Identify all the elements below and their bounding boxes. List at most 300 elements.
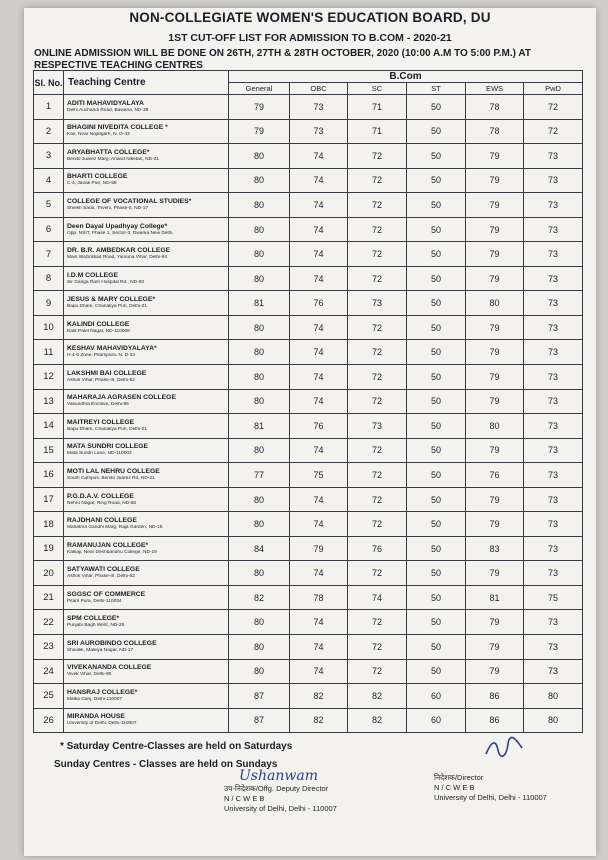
cutoff-st-cell: 50 <box>407 144 466 169</box>
cutoff-pwd-cell: 73 <box>524 365 583 390</box>
deputy-director-designation <box>224 784 337 814</box>
cutoff-pwd-cell: 73 <box>524 217 583 242</box>
cutoff-st-cell: 50 <box>407 487 466 512</box>
centre-address: Opp. NSIT, Phase 1, Sector-3, Dwarka New Delhi, <box>67 230 174 236</box>
sl-no-cell: 11 <box>34 340 64 365</box>
cutoff-pwd-cell: 73 <box>524 438 583 463</box>
centre-name: RAMANUJAN COLLEGE* <box>67 541 149 549</box>
teaching-centre-cell <box>64 438 229 463</box>
cutoff-sc-cell: 72 <box>348 217 407 242</box>
cutoff-sc-cell: 72 <box>348 610 407 635</box>
centre-name: DR. B.R. AMBEDKAR COLLEGE <box>67 247 171 255</box>
cutoff-ews-cell: 79 <box>466 144 524 169</box>
cutoff-general-cell: 87 <box>229 684 290 709</box>
cutoff-obc-cell: 74 <box>290 389 348 414</box>
cutoff-pwd-cell: 73 <box>524 315 583 340</box>
centre-name: KALINDI COLLEGE <box>67 320 130 328</box>
cutoff-st-cell: 50 <box>407 168 466 193</box>
sl-no-cell: 7 <box>34 242 64 267</box>
centre-address: Bapu Dham, Chanakya Puri, Delhi-21 <box>67 304 147 310</box>
cutoff-general-cell: 80 <box>229 561 290 586</box>
cutoff-obc-cell: 78 <box>290 585 348 610</box>
table-row <box>34 168 583 193</box>
table-row <box>34 242 583 267</box>
cutoff-pwd-cell: 73 <box>524 463 583 488</box>
cutoff-obc-cell: 74 <box>290 340 348 365</box>
cutoff-st-cell: 50 <box>407 536 466 561</box>
cutoff-sc-cell: 72 <box>348 512 407 537</box>
centre-address: Mahatma Gandhi Marg, Raja Garden, ND-15 <box>67 525 163 531</box>
teaching-centre-cell <box>64 389 229 414</box>
centre-name: P.G.D.A.V. COLLEGE <box>67 492 134 500</box>
teaching-centre-cell <box>64 536 229 561</box>
centre-address: Vasundhra Enclave, Delhi-96 <box>67 402 129 408</box>
cutoff-general-cell: 80 <box>229 340 290 365</box>
cutoff-general-cell: 80 <box>229 266 290 291</box>
cutoff-sc-cell: 72 <box>348 365 407 390</box>
table-row <box>34 217 583 242</box>
cutoff-st-cell: 50 <box>407 365 466 390</box>
centre-address: Nehru Nagar, Ring Road, ND-65 <box>67 500 137 506</box>
cutoff-obc-cell: 73 <box>290 119 348 144</box>
cutoff-ews-cell: 80 <box>466 291 524 316</box>
centre-name: VIVEKANANDA COLLEGE <box>67 664 152 672</box>
sl-no-cell: 2 <box>34 119 64 144</box>
cutoff-sc-cell: 72 <box>348 315 407 340</box>
table-row <box>34 340 583 365</box>
centre-name: SPM COLLEGE* <box>67 615 120 623</box>
centre-address: Kair, Near Najafgarh, N. D-43 <box>67 132 130 138</box>
sl-no-cell: 24 <box>34 659 64 684</box>
centre-name: MAHARAJA AGRASEN COLLEGE <box>67 394 177 402</box>
cutoff-ews-cell: 79 <box>466 487 524 512</box>
cutoff-general-cell: 82 <box>229 585 290 610</box>
teaching-centre-cell <box>64 291 229 316</box>
cutoff-ews-cell: 81 <box>466 585 524 610</box>
table-row <box>34 561 583 586</box>
teaching-centre-cell <box>64 217 229 242</box>
cutoff-ews-cell: 83 <box>466 536 524 561</box>
cutoff-pwd-cell: 73 <box>524 561 583 586</box>
cutoff-sc-cell: 72 <box>348 242 407 267</box>
sl-no-cell: 26 <box>34 708 64 733</box>
cutoff-ews-cell: 79 <box>466 635 524 660</box>
teaching-centre-cell <box>64 168 229 193</box>
saturday-note: * Saturday Centre-Classes are held on Saturdays <box>60 741 293 752</box>
cutoff-sc-cell: 71 <box>348 119 407 144</box>
cutoff-pwd-cell: 73 <box>524 168 583 193</box>
category-header-sc: SC <box>348 83 407 95</box>
table-row <box>34 95 583 120</box>
cutoff-pwd-cell: 80 <box>524 708 583 733</box>
table-row <box>34 512 583 537</box>
sl-no-cell: 25 <box>34 684 64 709</box>
sl-no-cell: 21 <box>34 585 64 610</box>
cutoff-general-cell: 80 <box>229 193 290 218</box>
cutoff-obc-cell: 74 <box>290 242 348 267</box>
teaching-centre-cell <box>64 708 229 733</box>
cutoff-ews-cell: 86 <box>466 684 524 709</box>
cutoff-general-cell: 87 <box>229 708 290 733</box>
deputy-director-university: University of Delhi, Delhi - 110007 <box>224 804 337 813</box>
cutoff-pwd-cell: 72 <box>524 95 583 120</box>
sl-no-cell: 13 <box>34 389 64 414</box>
teaching-centre-cell <box>64 561 229 586</box>
cutoff-st-cell: 50 <box>407 585 466 610</box>
cutoff-obc-cell: 74 <box>290 193 348 218</box>
centre-name: BHARTI COLLEGE <box>67 173 128 181</box>
cutoff-general-cell: 80 <box>229 144 290 169</box>
centre-name: COLLEGE OF VOCATIONAL STUDIES* <box>67 197 192 205</box>
cutoff-pwd-cell: 73 <box>524 659 583 684</box>
cutoff-general-cell: 80 <box>229 659 290 684</box>
cutoff-general-cell: 84 <box>229 536 290 561</box>
deputy-director-org: N / C W E B <box>224 794 265 803</box>
cutoff-st-cell: 50 <box>407 340 466 365</box>
sl-no-cell: 1 <box>34 95 64 120</box>
table-row <box>34 144 583 169</box>
cutoff-general-cell: 81 <box>229 291 290 316</box>
centre-name: KESHAV MAHAVIDYALAYA* <box>67 345 157 353</box>
centre-address: Ashok Vihar, Phase-III, Delhi-52 <box>67 574 135 580</box>
cutoff-table <box>33 70 583 733</box>
centre-address: South Campus, Benito Juarez Rd, ND-21 <box>67 475 155 481</box>
cutoff-general-cell: 80 <box>229 315 290 340</box>
centre-address: H-4-5 Zone, Pitampura, N. D-34 <box>67 353 135 359</box>
centre-name: MOTI LAL NEHRU COLLEGE <box>67 467 160 475</box>
cutoff-sc-cell: 72 <box>348 193 407 218</box>
cutoff-st-cell: 60 <box>407 684 466 709</box>
cutoff-sc-cell: 71 <box>348 95 407 120</box>
cutoff-obc-cell: 76 <box>290 291 348 316</box>
cutoff-st-cell: 50 <box>407 438 466 463</box>
teaching-centre-header: Teaching Centre <box>64 71 229 95</box>
cutoff-st-cell: 50 <box>407 266 466 291</box>
cutoff-general-cell: 80 <box>229 168 290 193</box>
cutoff-pwd-cell: 73 <box>524 536 583 561</box>
cutoff-pwd-cell: 73 <box>524 291 583 316</box>
sunday-note: Sunday Centres - Classes are held on Sundays <box>54 759 278 770</box>
cutoff-ews-cell: 79 <box>466 610 524 635</box>
sl-no-cell: 18 <box>34 512 64 537</box>
sl-no-cell: 17 <box>34 487 64 512</box>
teaching-centre-cell <box>64 610 229 635</box>
centre-address: Bapu Dham, Chanakya Puri, Delhi-21 <box>67 426 147 432</box>
cutoff-general-cell: 80 <box>229 365 290 390</box>
director-university: University of Delhi, Delhi - 110007 <box>434 793 547 802</box>
cutoff-ews-cell: 79 <box>466 266 524 291</box>
cutoff-general-cell: 80 <box>229 512 290 537</box>
sl-no-cell: 22 <box>34 610 64 635</box>
cutoff-general-cell: 81 <box>229 414 290 439</box>
centre-name: HANSRAJ COLLEGE* <box>67 688 138 696</box>
centre-address: Kalkaji, Near Deshbandhu College, ND-19 <box>67 549 157 555</box>
cutoff-ews-cell: 78 <box>466 95 524 120</box>
cutoff-pwd-cell: 73 <box>524 266 583 291</box>
cutoff-general-cell: 80 <box>229 242 290 267</box>
cutoff-ews-cell: 79 <box>466 315 524 340</box>
cutoff-pwd-cell: 72 <box>524 119 583 144</box>
cutoff-general-cell: 80 <box>229 635 290 660</box>
cutoff-sc-cell: 72 <box>348 438 407 463</box>
centre-name: Deen Dayal Upadhyay College* <box>67 222 168 230</box>
cutoff-sc-cell: 72 <box>348 144 407 169</box>
table-row <box>34 635 583 660</box>
cutoff-st-cell: 50 <box>407 512 466 537</box>
cutoff-obc-cell: 82 <box>290 708 348 733</box>
cutoff-obc-cell: 74 <box>290 659 348 684</box>
cutoff-ews-cell: 79 <box>466 512 524 537</box>
deputy-director-title: उप-निदेशक/Offg. Deputy Director <box>224 784 329 793</box>
cutoff-st-cell: 50 <box>407 242 466 267</box>
centre-name: LAKSHMI BAI COLLEGE <box>67 369 147 377</box>
category-header-ews: EWS <box>466 83 524 95</box>
table-row <box>34 684 583 709</box>
cutoff-document <box>24 8 596 856</box>
deputy-director-signature: Ushanwam <box>239 768 318 784</box>
cutoff-ews-cell: 79 <box>466 217 524 242</box>
table-row <box>34 463 583 488</box>
cutoff-general-cell: 80 <box>229 389 290 414</box>
cutoff-st-cell: 50 <box>407 315 466 340</box>
sl-no-cell: 12 <box>34 365 64 390</box>
cutoff-obc-cell: 79 <box>290 536 348 561</box>
cutoff-st-cell: 60 <box>407 708 466 733</box>
cutoff-pwd-cell: 73 <box>524 193 583 218</box>
sl-no-cell: 14 <box>34 414 64 439</box>
cutoff-ews-cell: 79 <box>466 193 524 218</box>
centre-address: Ashok Vihar, Phase-III, Delhi-52 <box>67 377 135 383</box>
cutoff-ews-cell: 79 <box>466 365 524 390</box>
cutoff-obc-cell: 75 <box>290 463 348 488</box>
cutoff-obc-cell: 74 <box>290 438 348 463</box>
cutoff-st-cell: 50 <box>407 119 466 144</box>
cutoff-ews-cell: 79 <box>466 438 524 463</box>
centre-name: SRI AUROBINDO COLLEGE <box>67 639 157 647</box>
cutoff-sc-cell: 72 <box>348 168 407 193</box>
cutoff-pwd-cell: 73 <box>524 340 583 365</box>
table-row <box>34 389 583 414</box>
sl-no-cell: 9 <box>34 291 64 316</box>
centre-name: MAITREYI COLLEGE <box>67 418 135 426</box>
cutoff-pwd-cell: 73 <box>524 414 583 439</box>
table-row <box>34 536 583 561</box>
teaching-centre-cell <box>64 585 229 610</box>
cutoff-st-cell: 50 <box>407 95 466 120</box>
centre-address: Main Wazirabad Road, Yamuna Vihar, Delhi-94 <box>67 255 168 261</box>
bcom-header: B.Com <box>229 71 583 83</box>
teaching-centre-cell <box>64 119 229 144</box>
centre-address: Punjabi Bagh West, ND-26 <box>67 623 125 629</box>
centre-name: BHAGINI NIVEDITA COLLEGE * <box>67 124 168 132</box>
centre-address: Sheikh Sarai, Triveni, Phase-II, ND-17 <box>67 205 149 211</box>
teaching-centre-cell <box>64 242 229 267</box>
cutoff-pwd-cell: 73 <box>524 389 583 414</box>
cutoff-sc-cell: 72 <box>348 463 407 488</box>
teaching-centre-cell <box>64 487 229 512</box>
category-header-obc: OBC <box>290 83 348 95</box>
teaching-centre-cell <box>64 266 229 291</box>
teaching-centre-cell <box>64 193 229 218</box>
document-subtitle: 1ST CUT-OFF LIST FOR ADMISSION TO B.COM - 2020-21 <box>168 32 452 44</box>
centre-address: Mata Sundri Lane, ND-110002 <box>67 451 132 457</box>
table-row <box>34 659 583 684</box>
cutoff-st-cell: 50 <box>407 414 466 439</box>
cutoff-st-cell: 50 <box>407 389 466 414</box>
cutoff-sc-cell: 72 <box>348 561 407 586</box>
teaching-centre-cell <box>64 315 229 340</box>
cutoff-obc-cell: 82 <box>290 684 348 709</box>
centre-name: JESUS & MARY COLLEGE* <box>67 296 155 304</box>
cutoff-general-cell: 77 <box>229 463 290 488</box>
teaching-centre-cell <box>64 340 229 365</box>
cutoff-obc-cell: 74 <box>290 512 348 537</box>
cutoff-obc-cell: 74 <box>290 168 348 193</box>
cutoff-st-cell: 50 <box>407 659 466 684</box>
centre-address: East Patel Nagar, ND-110008 <box>67 328 130 334</box>
cutoff-st-cell: 50 <box>407 561 466 586</box>
centre-address: Shivalik, Malviya Nagar, ND-17 <box>67 647 134 653</box>
table-row <box>34 708 583 733</box>
cutoff-table-body <box>34 95 583 733</box>
cutoff-pwd-cell: 73 <box>524 610 583 635</box>
cutoff-pwd-cell: 75 <box>524 585 583 610</box>
cutoff-sc-cell: 72 <box>348 389 407 414</box>
centre-address: Malka Ganj, Delhi-110007 <box>67 696 123 702</box>
cutoff-general-cell: 80 <box>229 487 290 512</box>
cutoff-ews-cell: 79 <box>466 340 524 365</box>
teaching-centre-cell <box>64 95 229 120</box>
sl-no-cell: 5 <box>34 193 64 218</box>
cutoff-st-cell: 50 <box>407 193 466 218</box>
sl-no-cell: 8 <box>34 266 64 291</box>
document-title: NON-COLLEGIATE WOMEN'S EDUCATION BOARD, DU <box>129 10 491 25</box>
table-row <box>34 193 583 218</box>
sl-no-cell: 3 <box>34 144 64 169</box>
centre-name: SGGSC OF COMMERCE <box>67 590 146 598</box>
cutoff-sc-cell: 72 <box>348 340 407 365</box>
cutoff-sc-cell: 82 <box>348 684 407 709</box>
cutoff-pwd-cell: 73 <box>524 635 583 660</box>
cutoff-general-cell: 80 <box>229 438 290 463</box>
teaching-centre-cell <box>64 512 229 537</box>
centre-address: Pitam Pura, Delhi-110034 <box>67 598 122 604</box>
teaching-centre-cell <box>64 463 229 488</box>
sl-no-cell: 15 <box>34 438 64 463</box>
cutoff-sc-cell: 82 <box>348 708 407 733</box>
cutoff-ews-cell: 78 <box>466 119 524 144</box>
cutoff-pwd-cell: 73 <box>524 242 583 267</box>
cutoff-sc-cell: 72 <box>348 635 407 660</box>
cutoff-sc-cell: 72 <box>348 659 407 684</box>
centre-address: Benito Juarez Marg, Anand Niketan, ND-21 <box>67 156 159 162</box>
cutoff-obc-cell: 74 <box>290 635 348 660</box>
cutoff-general-cell: 79 <box>229 95 290 120</box>
cutoff-general-cell: 80 <box>229 217 290 242</box>
cutoff-ews-cell: 79 <box>466 168 524 193</box>
table-row <box>34 487 583 512</box>
cutoff-obc-cell: 74 <box>290 315 348 340</box>
cutoff-ews-cell: 76 <box>466 463 524 488</box>
director-title: निदेशक/Director <box>434 773 484 782</box>
cutoff-sc-cell: 73 <box>348 414 407 439</box>
cutoff-ews-cell: 80 <box>466 414 524 439</box>
teaching-centre-cell <box>64 659 229 684</box>
cutoff-obc-cell: 74 <box>290 266 348 291</box>
cutoff-obc-cell: 74 <box>290 144 348 169</box>
cutoff-st-cell: 50 <box>407 610 466 635</box>
teaching-centre-cell <box>64 144 229 169</box>
sl-no-cell: 20 <box>34 561 64 586</box>
cutoff-obc-cell: 74 <box>290 561 348 586</box>
centre-name: SATYAWATI COLLEGE <box>67 566 140 574</box>
cutoff-sc-cell: 73 <box>348 291 407 316</box>
centre-address: Delhi Auchandi Road, Bawana, ND-39 <box>67 107 149 113</box>
centre-address: University of Delhi, Delhi-110007 <box>67 721 137 727</box>
cutoff-st-cell: 50 <box>407 217 466 242</box>
cutoff-obc-cell: 73 <box>290 95 348 120</box>
table-row <box>34 266 583 291</box>
teaching-centre-cell <box>64 635 229 660</box>
centre-name: MATA SUNDRI COLLEGE <box>67 443 149 451</box>
sl-no-cell: 23 <box>34 635 64 660</box>
teaching-centre-cell <box>64 414 229 439</box>
cutoff-obc-cell: 74 <box>290 217 348 242</box>
admission-notice: ONLINE ADMISSION WILL BE DONE ON 26TH, 27TH & 28TH OCTOBER, 2020 (10:00 A.M TO 5:00 P.M.) AT RESPECTIVE TEACHING CENTRES <box>34 48 531 71</box>
centre-name: RAJDHANI COLLEGE <box>67 517 137 525</box>
table-row <box>34 315 583 340</box>
cutoff-ews-cell: 86 <box>466 708 524 733</box>
cutoff-obc-cell: 74 <box>290 365 348 390</box>
table-row <box>34 438 583 463</box>
centre-address: Vivek Vihar, Delhi-95 <box>67 672 112 678</box>
centre-address: Sir Ganga Ram Hospital Rd., ND-60 <box>67 279 145 285</box>
cutoff-obc-cell: 74 <box>290 610 348 635</box>
cutoff-pwd-cell: 73 <box>524 512 583 537</box>
centre-address: C-4, Janak Puri, ND-58 <box>67 181 117 187</box>
sl-no-cell: 16 <box>34 463 64 488</box>
cutoff-ews-cell: 79 <box>466 561 524 586</box>
sl-no-header: Sl. No. <box>34 71 64 95</box>
teaching-centre-cell <box>64 684 229 709</box>
table-row <box>34 414 583 439</box>
centre-name: MIRANDA HOUSE <box>67 713 125 721</box>
cutoff-ews-cell: 79 <box>466 659 524 684</box>
director-signature <box>484 736 524 764</box>
cutoff-st-cell: 50 <box>407 463 466 488</box>
sl-no-cell: 19 <box>34 536 64 561</box>
centre-name: ARYABHATTA COLLEGE* <box>67 148 150 156</box>
cutoff-ews-cell: 79 <box>466 242 524 267</box>
table-row <box>34 291 583 316</box>
cutoff-obc-cell: 74 <box>290 487 348 512</box>
cutoff-st-cell: 50 <box>407 291 466 316</box>
cutoff-st-cell: 50 <box>407 635 466 660</box>
category-header-pwd: PwD <box>524 83 583 95</box>
cutoff-sc-cell: 72 <box>348 266 407 291</box>
cutoff-pwd-cell: 80 <box>524 684 583 709</box>
cutoff-obc-cell: 76 <box>290 414 348 439</box>
table-row <box>34 119 583 144</box>
table-row <box>34 585 583 610</box>
director-org: N / C W E B <box>434 783 475 792</box>
cutoff-pwd-cell: 73 <box>524 144 583 169</box>
table-row <box>34 365 583 390</box>
cutoff-sc-cell: 74 <box>348 585 407 610</box>
cutoff-general-cell: 79 <box>229 119 290 144</box>
sl-no-cell: 6 <box>34 217 64 242</box>
cutoff-pwd-cell: 73 <box>524 487 583 512</box>
